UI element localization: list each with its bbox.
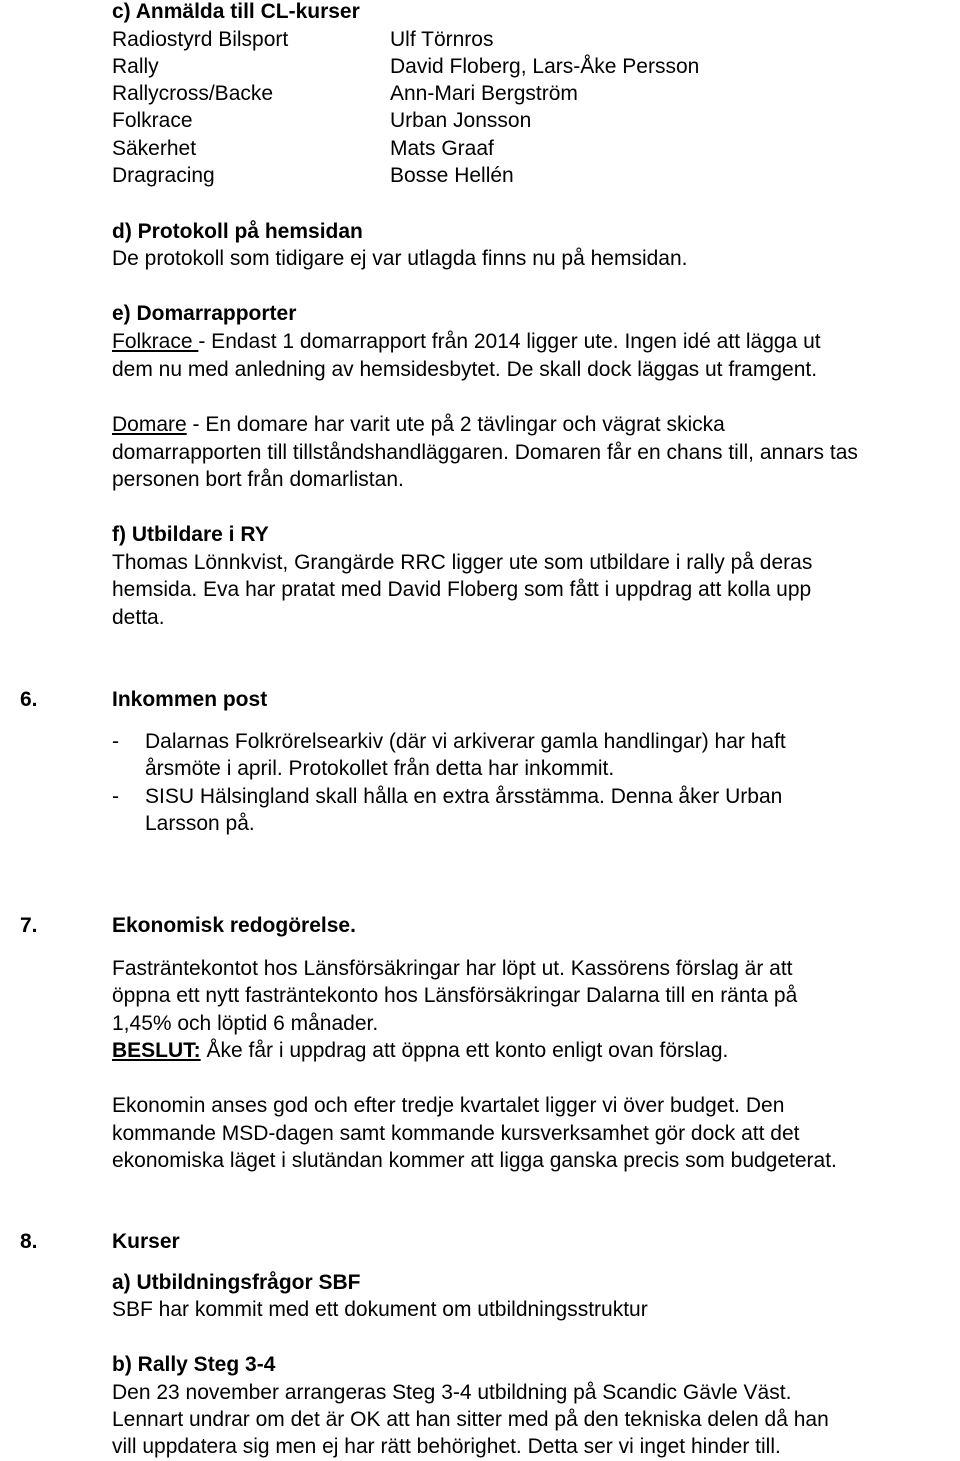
section-d-heading: d) Protokoll på hemsidan xyxy=(112,220,363,243)
cl-row-label: Radiostyrd Bilsport xyxy=(112,28,289,51)
domare-paragraph-line: personen bort från domarlistan. xyxy=(112,468,404,491)
cl-row-name: Ulf Törnros xyxy=(390,28,494,51)
section-7-text: öppna ett nytt fasträntekonto hos Länsförsäkringar Dalarna till en ränta på xyxy=(112,984,798,1007)
section-8b-heading: b) Rally Steg 3-4 xyxy=(112,1353,276,1376)
beslut-label: BESLUT: xyxy=(112,1039,201,1062)
domare-paragraph-line: domarrapporten till tillståndshandläggaren. Domaren får en chans till, annars tas xyxy=(112,441,858,464)
section-f-heading: f) Utbildare i RY xyxy=(112,523,269,546)
cl-row-label: Säkerhet xyxy=(112,137,197,160)
cl-row-name: David Floberg, Lars-Åke Persson xyxy=(390,55,700,78)
section-7-text: Fasträntekontot hos Länsförsäkringar har löpt ut. Kassörens förslag är att xyxy=(112,957,793,980)
folkrace-paragraph-line xyxy=(112,328,821,356)
section-7-text: 1,45% och löptid 6 månader. xyxy=(112,1012,379,1035)
folkrace-paragraph-line: dem nu med anledning av hemsidesbytet. De skall dock läggas ut framgent. xyxy=(112,358,818,381)
section-7-text: kommande MSD-dagen samt kommande kursverksamhet gör dock att det xyxy=(112,1122,800,1145)
beslut-line xyxy=(112,1037,728,1065)
section-8b-text: Lennart undrar om det är OK att han sitter med på den tekniska delen då han xyxy=(112,1408,829,1431)
cl-row-label: Folkrace xyxy=(112,109,193,132)
section-f-text: detta. xyxy=(112,606,165,629)
section-f-text: hemsida. Eva har pratat med David Floberg som fått i uppdrag att kolla upp xyxy=(112,578,812,601)
cl-row-label: Dragracing xyxy=(112,164,215,187)
section-8b-text: vill uppdatera sig men ej har rätt behörighet. Detta ser vi inget hinder till. xyxy=(112,1435,781,1458)
cl-row-name: Ann-Mari Bergström xyxy=(390,82,578,105)
bullet-item-text: årsmöte i april. Protokollet från detta har inkommit. xyxy=(145,757,615,780)
section-8-number: 8. xyxy=(20,1230,38,1253)
cl-row-name: Urban Jonsson xyxy=(390,109,532,132)
section-8b-text: Den 23 november arrangeras Steg 3-4 utbildning på Scandic Gävle Väst. xyxy=(112,1381,792,1404)
bullet-item-text: Dalarnas Folkrörelsearkiv (där vi arkiverar gamla handlingar) har haft xyxy=(145,730,786,753)
folkrace-text: - Endast 1 domarrapport från 2014 ligger ute. Ingen idé att lägga ut xyxy=(198,330,821,353)
section-8-heading: Kurser xyxy=(112,1230,180,1253)
section-8a-text: SBF har kommit med ett dokument om utbildningsstruktur xyxy=(112,1298,648,1321)
section-7-text: ekonomiska läget i slutändan kommer att ligga ganska precis som budgeterat. xyxy=(112,1149,837,1172)
bullet-dash: - xyxy=(112,785,119,808)
section-7-number: 7. xyxy=(20,914,38,937)
section-e-heading: e) Domarrapporter xyxy=(112,302,297,325)
section-c-heading: c) Anmälda till CL-kurser xyxy=(112,0,360,23)
section-8a-heading: a) Utbildningsfrågor SBF xyxy=(112,1271,361,1294)
cl-row-label: Rally xyxy=(112,55,159,78)
section-f-text: Thomas Lönnkvist, Grangärde RRC ligger ute som utbildare i rally på deras xyxy=(112,551,813,574)
section-7-text: Ekonomin anses god och efter tredje kvartalet ligger vi över budget. Den xyxy=(112,1094,785,1117)
cl-row-name: Bosse Hellén xyxy=(390,164,514,187)
bullet-item-text: SISU Hälsingland skall hålla en extra årsstämma. Denna åker Urban xyxy=(145,785,783,808)
section-6-number: 6. xyxy=(20,688,38,711)
domare-label: Domare xyxy=(112,413,187,436)
domare-paragraph-line xyxy=(112,411,725,439)
section-7-heading: Ekonomisk redogörelse. xyxy=(112,914,356,937)
folkrace-label: Folkrace xyxy=(112,330,199,353)
beslut-text: Åke får i uppdrag att öppna ett konto enligt ovan förslag. xyxy=(200,1039,729,1062)
domare-text: - En domare har varit ute på 2 tävlingar och vägrat skicka xyxy=(186,413,725,436)
bullet-item-text: Larsson på. xyxy=(145,812,255,835)
section-d-text: De protokoll som tidigare ej var utlagda finns nu på hemsidan. xyxy=(112,247,688,270)
section-6-heading: Inkommen post xyxy=(112,688,268,711)
cl-row-label: Rallycross/Backe xyxy=(112,82,274,105)
cl-row-name: Mats Graaf xyxy=(390,137,494,160)
bullet-dash: - xyxy=(112,730,119,753)
